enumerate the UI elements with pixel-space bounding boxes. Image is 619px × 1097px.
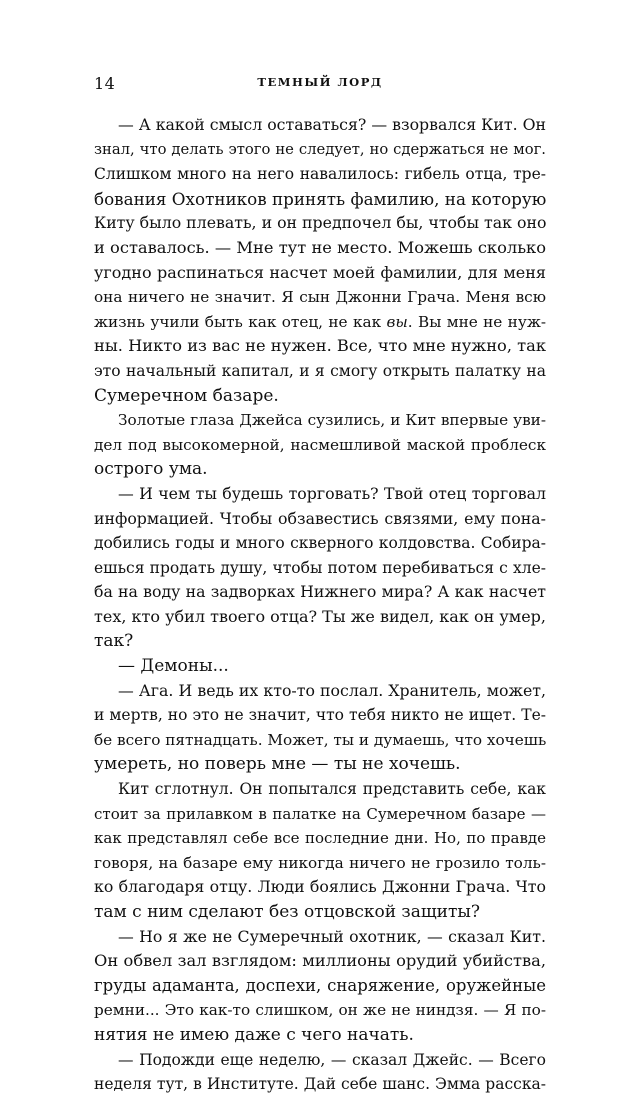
- text-line: неделя тут, в Институте. Дай себе шанс. Эмма расска-: [94, 1075, 546, 1094]
- text-line: — И чем ты будешь торговать? Твой отец торговал: [118, 483, 546, 503]
- text-line: Кит сглотнул. Он попытался представить себе, как: [118, 780, 546, 799]
- page-number: 14: [94, 74, 116, 93]
- text-line: — Подожди еще неделю, — сказал Джейс. — Всего: [118, 1050, 546, 1069]
- text-line: угодно распинаться насчет моей фамилии, для меня: [94, 262, 546, 282]
- text-line: ко благодаря отцу. Люди боялись Джонни Грача. Что: [94, 877, 546, 897]
- text-line: [94, 310, 546, 335]
- text-line: там с ним сделают без отцовской защиты?: [94, 902, 481, 922]
- text-segment: . Вы мне не нуж-: [407, 312, 547, 331]
- body-text: [94, 113, 546, 1097]
- text-line: так?: [94, 631, 134, 652]
- page-header: [94, 74, 546, 98]
- text-line: это начальный капитал, и я смогу открыть палатку на: [94, 361, 546, 380]
- text-line: груды адаманта, доспехи, снаряжение, оружейные: [94, 975, 546, 995]
- text-line: тех, кто убил твоего отца? Ты же видел, как он умер,: [94, 606, 546, 626]
- text-line: знал, что делать этого не следует, но сдержаться не мог.: [94, 140, 546, 158]
- text-line: Сумеречном базаре.: [94, 385, 279, 406]
- text-line: информацией. Чтобы обзавестись связями, ему пона-: [94, 508, 546, 528]
- text-line: она ничего не значит. Я сын Джонни Грача. Меня всю: [94, 288, 546, 307]
- text-line: — А какой смысл оставаться? — взорвался Кит. Он: [118, 115, 546, 134]
- text-segment: жизнь учили быть как отец, не как: [94, 312, 387, 331]
- text-line: бе всего пятнадцать. Может, ты и думаешь, что хочешь: [94, 730, 547, 749]
- text-line: Золотые глаза Джейса сузились, и Кит впервые уви-: [118, 411, 546, 430]
- text-line: Киту было плевать, и он предпочел бы, чтобы так оно: [94, 213, 547, 233]
- text-line: дел под высокомерной, насмешливой маской проблеск: [94, 435, 546, 454]
- text-line: острого ума.: [94, 459, 208, 480]
- emphasis-text: вы: [386, 312, 408, 331]
- text-line: и мертв, но это не значит, что тебя никто не ищет. Те-: [94, 706, 546, 725]
- text-line: Слишком много на него навалилось: гибель отца, тре-: [94, 165, 546, 184]
- text-line: ба на воду на задворках Нижнего мира? А как насчет: [94, 582, 546, 602]
- text-line: стоит за прилавком в палатке на Сумеречном базаре —: [94, 804, 546, 823]
- text-line: Он обвел зал взглядом: миллионы орудий убийства,: [94, 951, 546, 971]
- running-title: ТЕМНЫЙ ЛОРД: [257, 75, 383, 89]
- text-line: — Демоны...: [118, 656, 229, 677]
- text-line: как представлял себе все последние дни. Но, по правде: [94, 829, 546, 848]
- text-line: умереть, но поверь мне — ты не хочешь.: [94, 754, 461, 775]
- text-line: — Ага. И ведь их кто-то послал. Хранитель, может,: [118, 680, 546, 700]
- text-line: — Но я же не Сумеречный охотник, — сказал Кит.: [118, 926, 546, 946]
- text-line: говоря, на базаре ему никогда ничего не грозило толь-: [94, 853, 546, 872]
- text-line: нятия не имею даже с чего начать.: [94, 1024, 414, 1045]
- text-line: ны. Никто из вас не нужен. Все, что мне нужно, так: [94, 336, 546, 356]
- text-line: и оставалось. — Мне тут не место. Можешь сколько: [94, 237, 546, 257]
- text-line: ремни... Это как-то слишком, он же не ниндзя. — Я по-: [94, 1001, 546, 1020]
- text-line: ешься продать душу, чтобы потом перебиваться с хле-: [94, 558, 546, 577]
- text-line: добились годы и много скверного колдовства. Собира-: [94, 534, 546, 553]
- text-line: бования Охотников принять фамилию, на которую: [94, 188, 547, 209]
